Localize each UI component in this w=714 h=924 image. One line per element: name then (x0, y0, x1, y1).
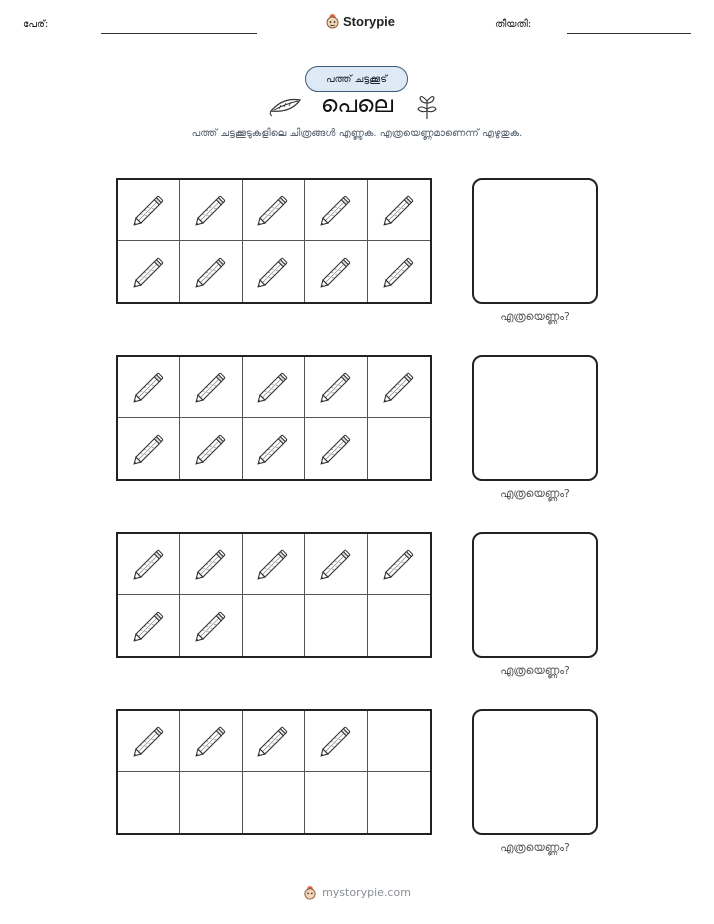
frame-cell (305, 357, 367, 418)
frame-cell (118, 711, 180, 772)
frame-cell (243, 357, 305, 418)
frame-cell (118, 772, 180, 833)
answer-box[interactable] (472, 178, 598, 304)
frame-cell (243, 180, 305, 241)
frame-cell (180, 357, 242, 418)
pencil-icon (314, 188, 358, 232)
frame-cell (243, 241, 305, 302)
pencil-icon (251, 719, 295, 763)
frame-cell (180, 241, 242, 302)
frame-cell (118, 418, 180, 479)
frame-cell (118, 357, 180, 418)
frame-cell (368, 595, 430, 656)
pencil-icon (251, 365, 295, 409)
frame-cell (368, 241, 430, 302)
instructions: പത്ത് ചട്ടക്കൂടുകളിലെ ചിത്രങ്ങൾ എണ്ണുക. എത്രയെണ്ണമാണെന്ന് എഴുതുക. (191, 128, 523, 139)
answer-box[interactable] (472, 709, 598, 835)
count-question: എത്രയെണ്ണം? (500, 664, 570, 677)
frame-cell (180, 534, 242, 595)
pencil-icon (377, 188, 421, 232)
frame-cell (118, 595, 180, 656)
date-line[interactable] (567, 33, 691, 34)
frame-cell (118, 241, 180, 302)
count-question: എത്രയെണ്ണം? (500, 487, 570, 500)
pencil-icon (377, 542, 421, 586)
frame-cell (118, 180, 180, 241)
frame-cell (243, 772, 305, 833)
ten-frame (116, 355, 432, 481)
pencil-icon (314, 365, 358, 409)
frame-cell (305, 772, 367, 833)
frame-cell (305, 241, 367, 302)
footer-url[interactable]: mystorypie.com (322, 886, 411, 899)
answer-box[interactable] (472, 532, 598, 658)
frame-cell (368, 772, 430, 833)
pencil-icon (127, 542, 171, 586)
page-title: പെലെ (320, 92, 394, 118)
frame-cell (305, 180, 367, 241)
pencil-icon (127, 719, 171, 763)
count-question: എത്രയെണ്ണം? (500, 841, 570, 854)
pencil-icon (127, 365, 171, 409)
sprout-icon (416, 92, 438, 120)
pencil-icon (127, 188, 171, 232)
pencil-icon (377, 250, 421, 294)
topic-badge: പത്ത് ചട്ടക്കൂട് (305, 66, 408, 92)
name-line[interactable] (101, 33, 257, 34)
brand-name: Storypie (343, 13, 396, 29)
frame-cell (305, 418, 367, 479)
frame-cell (180, 711, 242, 772)
answer-box[interactable] (472, 355, 598, 481)
name-label: പേര്: (23, 19, 49, 30)
frame-cell (180, 772, 242, 833)
pencil-icon (314, 542, 358, 586)
pencil-icon (189, 188, 233, 232)
frame-cell (368, 534, 430, 595)
pencil-icon (127, 250, 171, 294)
pencil-icon (189, 719, 233, 763)
pencil-icon (251, 188, 295, 232)
pencil-icon (189, 427, 233, 471)
pencil-icon (251, 542, 295, 586)
pencil-icon (189, 365, 233, 409)
pencil-icon (314, 250, 358, 294)
frame-cell (243, 418, 305, 479)
pencil-icon (377, 365, 421, 409)
pencil-icon (251, 250, 295, 294)
frame-cell (243, 711, 305, 772)
frame-cell (180, 418, 242, 479)
count-question: എത്രയെണ്ണം? (500, 310, 570, 323)
frame-cell (243, 534, 305, 595)
footer (0, 885, 714, 900)
frame-cell (305, 711, 367, 772)
pencil-icon (127, 604, 171, 648)
frame-cell (243, 595, 305, 656)
pencil-icon (127, 427, 171, 471)
frame-cell (180, 595, 242, 656)
ten-frame (116, 709, 432, 835)
pencil-icon (189, 604, 233, 648)
brand-logo (325, 13, 395, 29)
ten-frame (116, 532, 432, 658)
pencil-icon (189, 542, 233, 586)
pencil-icon (314, 719, 358, 763)
storypie-mascot-icon (325, 13, 340, 29)
storypie-mascot-icon (303, 885, 317, 900)
frame-cell (305, 534, 367, 595)
frame-cell (368, 180, 430, 241)
frame-cell (118, 534, 180, 595)
frame-cell (180, 180, 242, 241)
date-label: തീയതി: (495, 19, 532, 30)
pencil-icon (314, 427, 358, 471)
frame-cell (368, 418, 430, 479)
pencil-icon (251, 427, 295, 471)
ten-frame (116, 178, 432, 304)
frame-cell (305, 595, 367, 656)
pencil-icon (189, 250, 233, 294)
frame-cell (368, 711, 430, 772)
frame-cell (368, 357, 430, 418)
